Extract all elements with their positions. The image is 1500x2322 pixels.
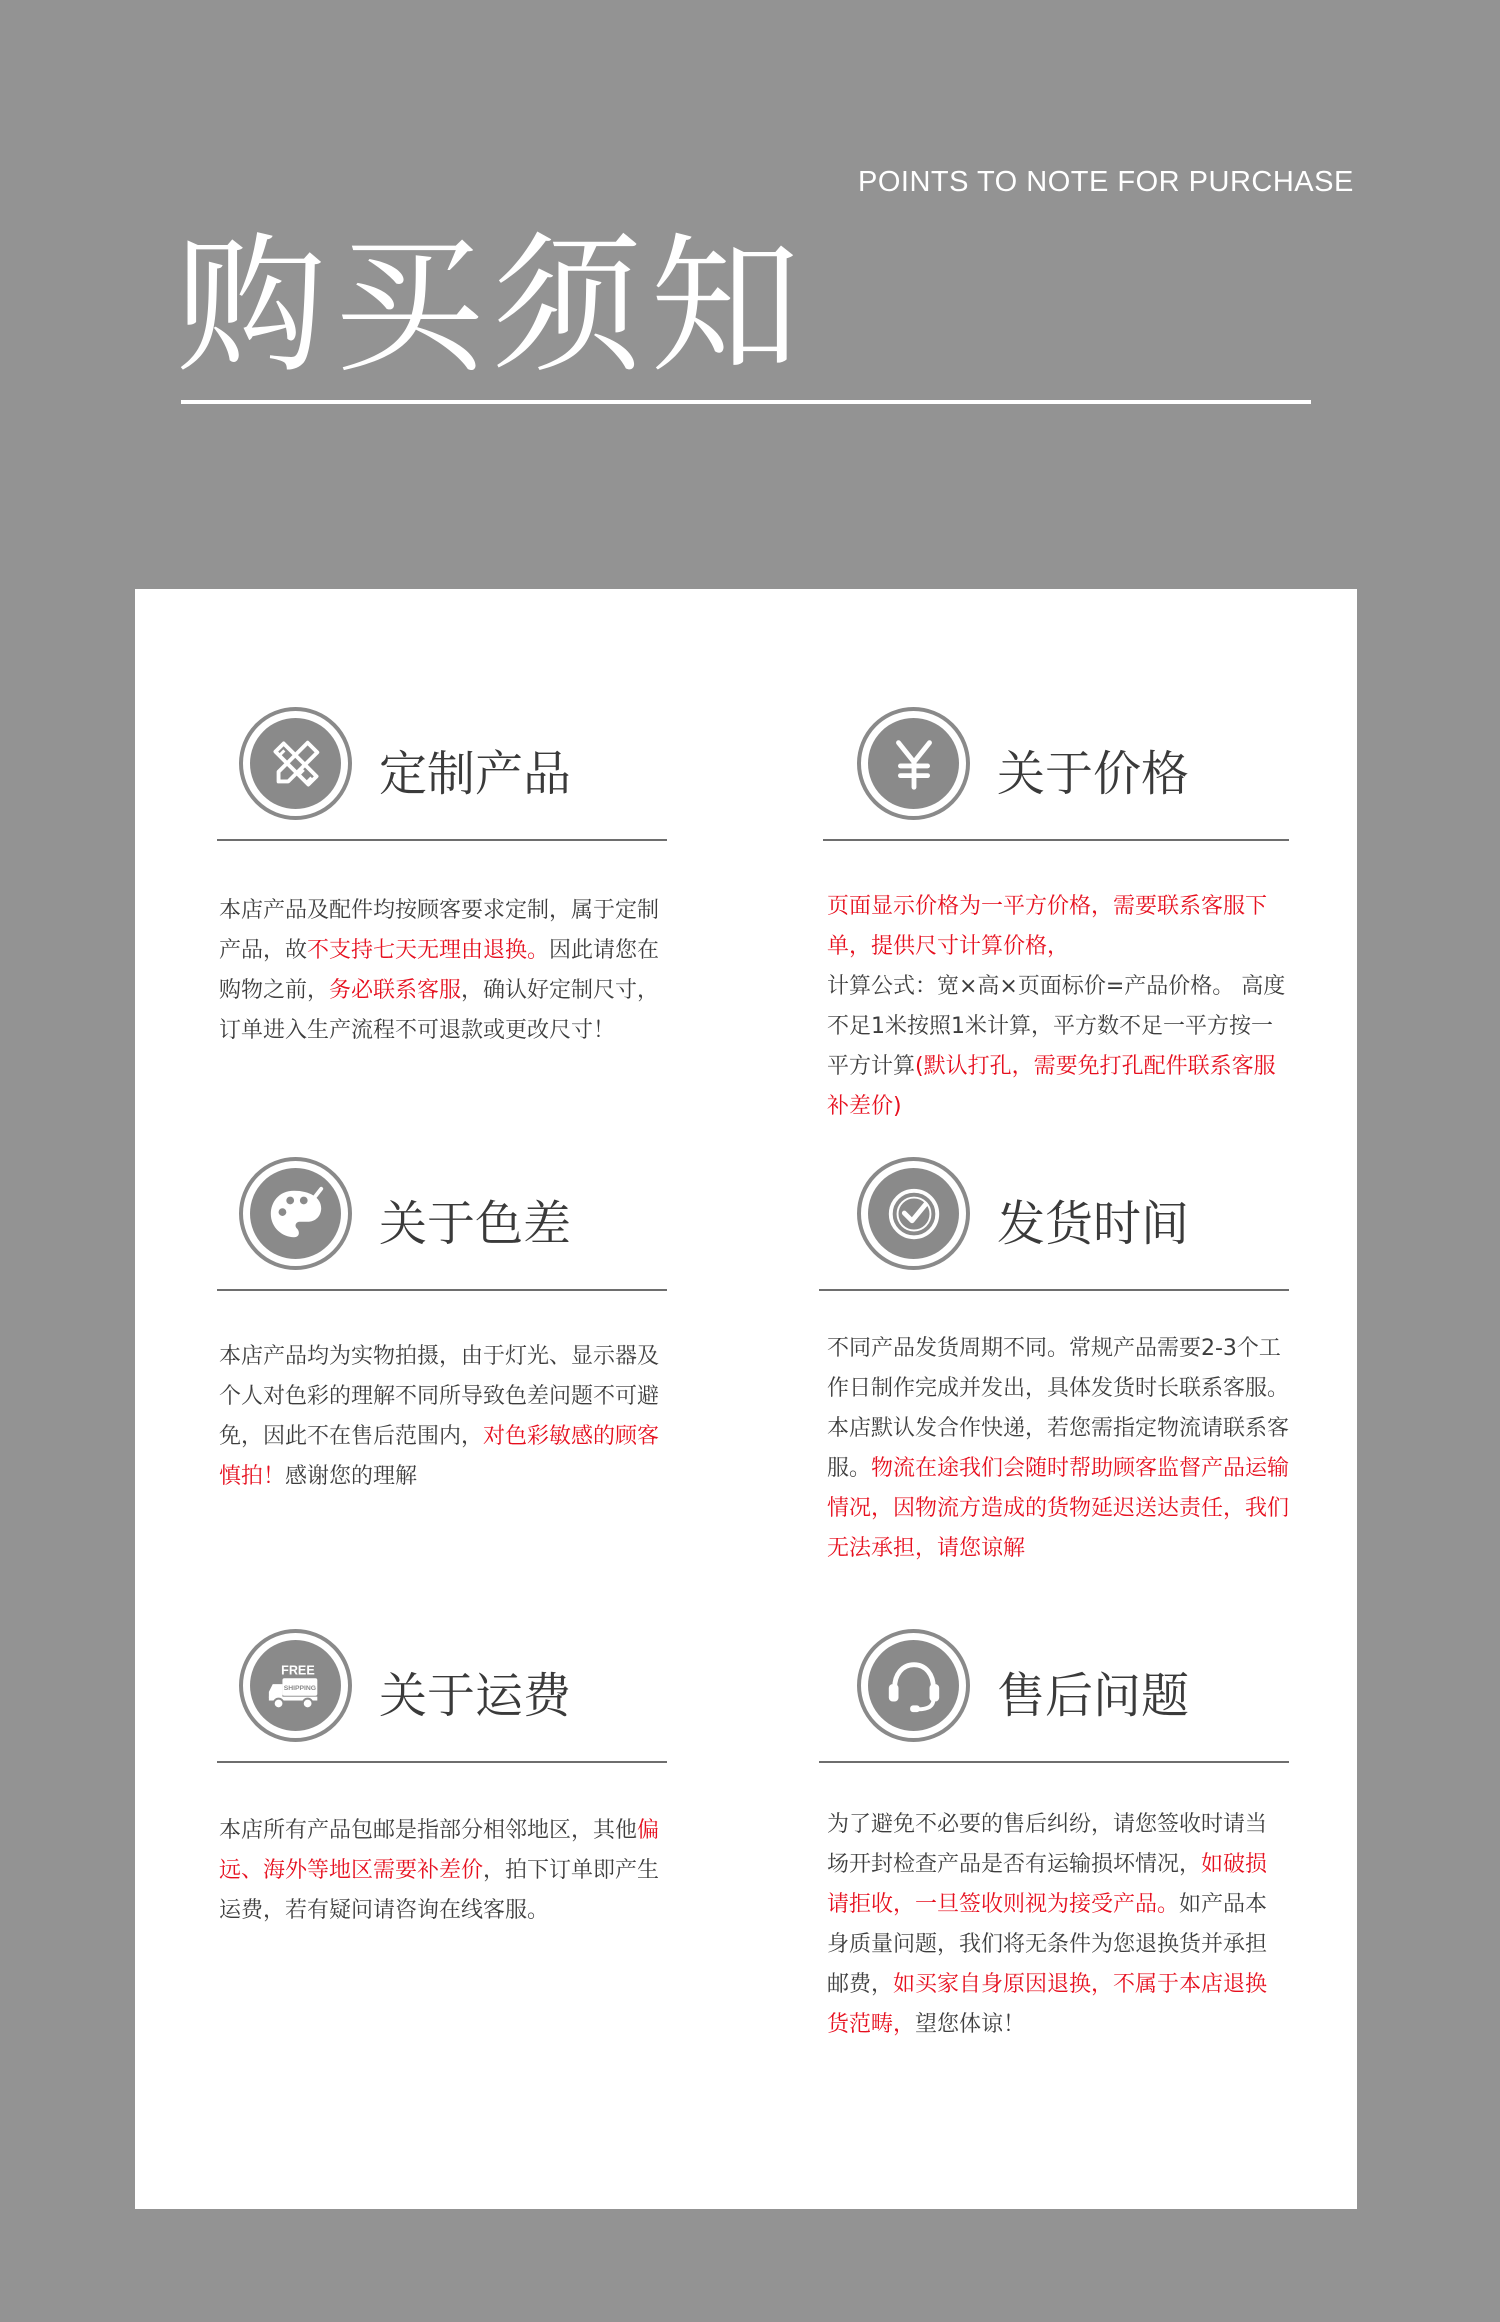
body-text-highlight: 物流在途我们会随时帮助顾客监督产品运输情况，因物流方造成的货物延迟送达责任，我们无法承担，请您谅解 [827, 1456, 1290, 1561]
section-body [219, 891, 667, 1051]
section-body [219, 1811, 667, 1931]
icon-badge [239, 1157, 352, 1270]
body-text: 为了避免不必要的售后纠纷，请您签收时请当场开封检查产品是否有运输损坏情况， [827, 1812, 1268, 1877]
icon-badge [239, 707, 352, 820]
svg-text:FREE: FREE [280, 1662, 315, 1677]
icon-badge [857, 1629, 970, 1742]
body-text: 因此请您在购物之前， [219, 938, 660, 1003]
yen-icon [883, 733, 945, 795]
section-title: 发货时间 [997, 1196, 1190, 1252]
body-text-highlight: 务必联系客服 [329, 978, 462, 1003]
body-text-highlight: 如破损请拒收，一旦签收则视为接受产品。 [827, 1852, 1268, 1917]
section-divider [217, 1761, 667, 1763]
clock-check-icon [883, 1183, 945, 1245]
section-header [825, 707, 1275, 822]
body-text-highlight: 如买家自身原因退换，不属于本店退换货范畴， [827, 1972, 1268, 2037]
svg-text:SHIPPING: SHIPPING [283, 1684, 316, 1692]
page-title: 购买须知 [176, 220, 809, 394]
section-title: 关于价格 [997, 746, 1190, 802]
body-text: 本店所有产品包邮是指部分相邻地区，其他 [219, 1818, 638, 1843]
body-text-highlight: 偏远、海外等地区需要补差价 [219, 1818, 660, 1883]
headset-icon [883, 1655, 945, 1717]
body-text-highlight: (默认打孔，需要免打孔配件联系客服补差价) [827, 1054, 1276, 1119]
body-text: ，确认好定制尺寸，订单进入生产流程不可退款或更改尺寸！ [219, 978, 660, 1043]
section-divider [823, 839, 1289, 841]
body-text: 本店产品及配件均按顾客要求定制，属于定制产品，故 [219, 898, 660, 963]
section-divider [217, 1289, 667, 1291]
english-subtitle: POINTS TO NOTE FOR PURCHASE [858, 166, 1354, 198]
section-header [217, 1157, 667, 1272]
section-title: 关于运费 [379, 1668, 572, 1724]
section-body [219, 1337, 667, 1497]
section-color-difference [217, 1157, 667, 1489]
free-shipping-truck-icon [265, 1655, 327, 1717]
section-shipping-fee [217, 1629, 667, 1923]
section-title: 售后问题 [997, 1668, 1190, 1724]
title-divider [181, 400, 1311, 404]
body-text: 如产品本身质量问题，我们将无条件为您退换货并承担邮费， [827, 1892, 1268, 1997]
palette-icon [265, 1183, 327, 1245]
section-divider [819, 1289, 1289, 1291]
notice-card [135, 589, 1357, 2209]
icon-badge [239, 1629, 352, 1742]
icon-badge [857, 1157, 970, 1270]
body-text: 望您体谅！ [915, 2012, 1026, 2037]
section-header [825, 1157, 1275, 1272]
section-after-sales [825, 1629, 1275, 2037]
section-shipping-time [825, 1157, 1290, 1561]
section-body [827, 1329, 1291, 1569]
section-divider [819, 1761, 1289, 1763]
icon-badge [857, 707, 970, 820]
body-text-highlight: 对色彩敏感的顾客慎拍！ [219, 1424, 660, 1489]
body-text: ，拍下订单即产生运费，若有疑问请咨询在线客服。 [219, 1858, 660, 1923]
section-title: 定制产品 [379, 746, 572, 802]
body-text: 计算公式：宽×高×页面标价=产品价格。 高度不足1米按照1米计算，平方数不足一平方按一平方计算 [827, 974, 1286, 1079]
section-body [827, 887, 1287, 1127]
section-title: 关于色差 [379, 1196, 572, 1252]
section-divider [217, 839, 667, 841]
body-text-highlight: 页面显示价格为一平方价格，需要联系客服下单，提供尺寸计算价格， [827, 894, 1268, 959]
body-text: 不同产品发货周期不同。常规产品需要2-3个工作日制作完成并发出，具体发货时长联系客服。本店默认发合作快递，若您需指定物流请联系客服。 [827, 1336, 1290, 1481]
section-pricing [825, 707, 1286, 1119]
section-body [827, 1805, 1287, 2045]
section-header [217, 707, 667, 822]
section-custom-products [217, 707, 667, 1043]
body-text: 感谢您的理解 [285, 1464, 418, 1489]
body-text-highlight: 不支持七天无理由退换。 [307, 938, 550, 963]
section-header [217, 1629, 667, 1744]
pencil-ruler-icon [265, 733, 327, 795]
section-header [825, 1629, 1275, 1744]
body-text: 本店产品均为实物拍摄，由于灯光、显示器及个人对色彩的理解不同所导致色差问题不可避免，因此不在售后范围内， [219, 1344, 660, 1449]
